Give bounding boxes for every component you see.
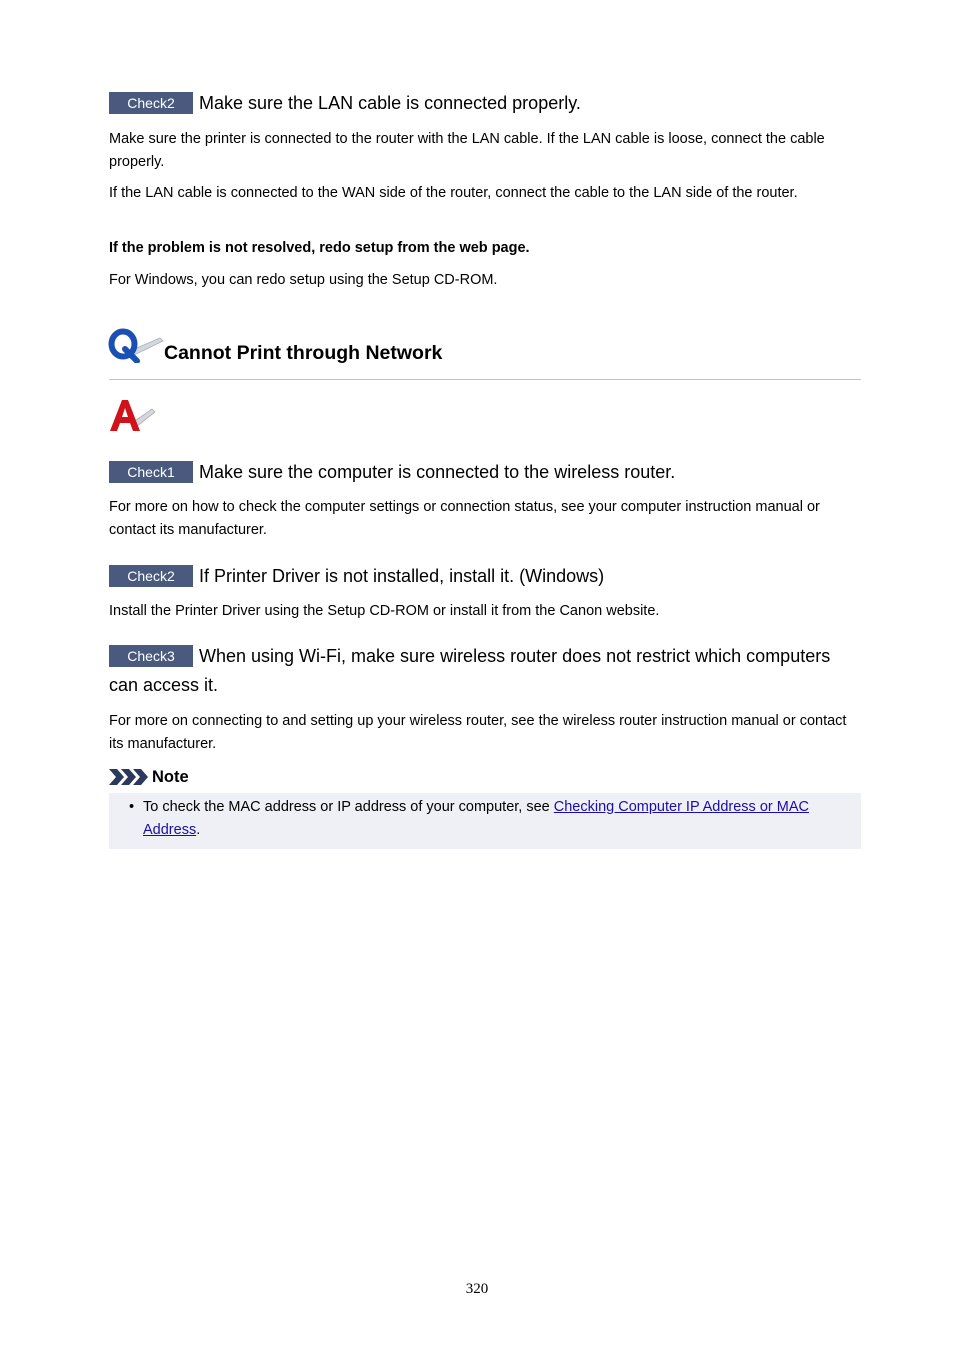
check-badge: Check1: [109, 461, 193, 483]
note-item: [143, 796, 859, 842]
question-title: Cannot Print through Network: [164, 342, 443, 364]
note-label: Note: [152, 768, 189, 786]
paragraph: For more on connecting to and setting up your wireless router, see the wireless router instruction manual or contact its manufacturer.: [109, 713, 847, 752]
check-heading-lan: [109, 89, 861, 118]
check-heading-driver: [109, 562, 861, 591]
divider: [109, 379, 861, 380]
paragraph: If the LAN cable is connected to the WAN side of the router, connect the cable to the LAN side of the router.: [109, 185, 798, 201]
note-item-suffix: .: [196, 822, 201, 838]
page-number: 320: [465, 1281, 489, 1297]
check-heading-text: If Printer Driver is not installed, install it. (Windows): [199, 566, 605, 586]
paragraph: For Windows, you can redo setup using the Setup CD-ROM.: [109, 272, 498, 288]
note-box: [109, 793, 861, 849]
check-badge: Check2: [109, 565, 193, 587]
ip-mac-address-link[interactable]: Checking Computer IP Address or MAC Address: [143, 799, 809, 838]
check-heading-text: Make sure the LAN cable is connected properly.: [199, 93, 581, 113]
check-heading-text: When using Wi-Fi, make sure wireless router does not restrict which computers can access it.: [109, 646, 831, 695]
bullet: •: [129, 799, 135, 815]
check-heading-wifi: [109, 642, 861, 700]
check-heading-text: Make sure the computer is connected to the wireless router.: [199, 462, 676, 482]
check-badge: Check3: [109, 645, 193, 667]
check-heading-computer: [109, 458, 861, 487]
paragraph: Make sure the printer is connected to the router with the LAN cable. If the LAN cable is loose, connect the cable properly.: [109, 131, 825, 170]
unresolved-heading: If the problem is not resolved, redo setup from the web page.: [109, 240, 530, 256]
answer-a-icon: [108, 397, 158, 435]
paragraph: Install the Printer Driver using the Setup CD-ROM or install it from the Canon website.: [109, 603, 660, 619]
paragraph: For more on how to check the computer settings or connection status, see your computer instruction manual or contact its manufacturer.: [109, 499, 820, 538]
check-badge: Check2: [109, 92, 193, 114]
note-chevrons-icon: [109, 769, 149, 785]
question-q-icon: [108, 327, 164, 363]
note-item-text: To check the MAC address or IP address of your computer, see: [143, 799, 554, 815]
